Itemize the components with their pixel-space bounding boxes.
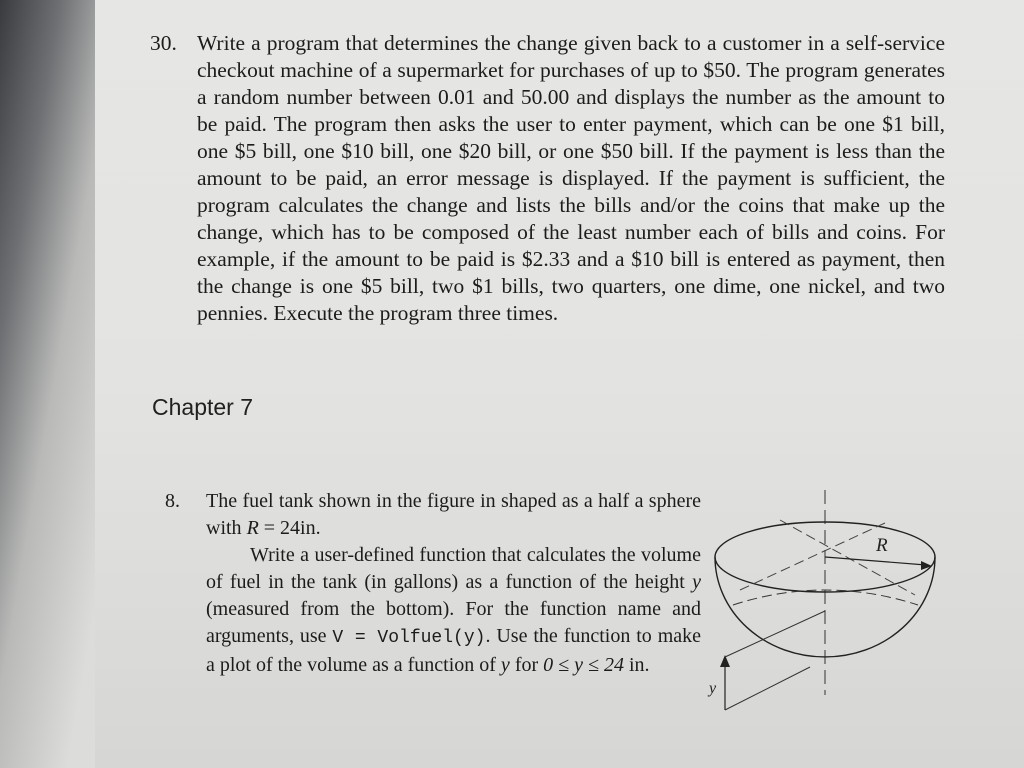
range-unit: in. <box>623 654 650 676</box>
chapter-heading: Chapter 7 <box>152 394 254 420</box>
height-range: 0 ≤ y ≤ 24 <box>543 654 624 676</box>
height-variable-2: y <box>500 654 510 676</box>
radius-line <box>825 557 926 565</box>
problem-8-para2-a: Write a user-defined function that calculates the volume of fuel in the tank (in gallons) as a function of the height <box>206 544 701 593</box>
problem-8-number: 8. <box>165 490 180 512</box>
problem-30-text: Write a program that determines the change given back to a customer in a self-service checkout machine of a supermarket for purchases of up to $50. The program generates a random number between 0.01 and 50.00 and displays the number as the amount to be paid. The program then asks the user to enter payment, which can be one $1 bill, one $5 bill, one $10 bill, one $20 bill, or one $50 bill. If the payment is less than the amount to be paid, an error message is displayed. If the payment is sufficient, the program calculates the change and lists the bills and/or the coins that make up the change, which has to be composed of the least number each of bills and coins. For example, if the amount to be paid is $2.33 and a $10 bill is entered as payment, then the change is one $5 bill, two $1 bills, two quarters, one dime, one nickel, and two pennies. Execute the program three times. <box>197 31 945 325</box>
height-baseline <box>725 667 810 710</box>
radius-arrowhead <box>921 561 932 570</box>
problem-8-para2-c: . Use the function to make a plot of the volume as a function of <box>206 625 702 676</box>
height-topline <box>725 611 825 657</box>
half-sphere-tank-figure <box>700 485 960 725</box>
function-signature: V = Volfuel(y) <box>332 628 486 648</box>
height-label: y <box>709 680 717 697</box>
guide-line-2 <box>740 523 885 590</box>
height-variable: y <box>692 571 701 593</box>
radius-value: = 24in. <box>258 517 321 539</box>
problem-8-line1: The fuel tank shown in the figure in shaped as a half a sphere with <box>206 490 701 539</box>
radius-label: R <box>876 535 888 556</box>
radius-variable: R <box>246 517 259 539</box>
problem-30-number: 30. <box>150 31 177 55</box>
problem-8-para2-b: (measured from the bottom). For the function name and arguments, use <box>206 598 701 647</box>
problem-8-text: The fuel tank shown in the figure in shaped as a half a sphere with R = 24in. Write a user-defined function that calculates the volume of fuel in the tank (in gallons) as a function of the height y (measured from the bottom). For the function name and arguments, use V = Volfuel(y). Use the function to make a plot of the volume as a function of y for 0 ≤ y ≤ 24 in. <box>206 490 702 676</box>
